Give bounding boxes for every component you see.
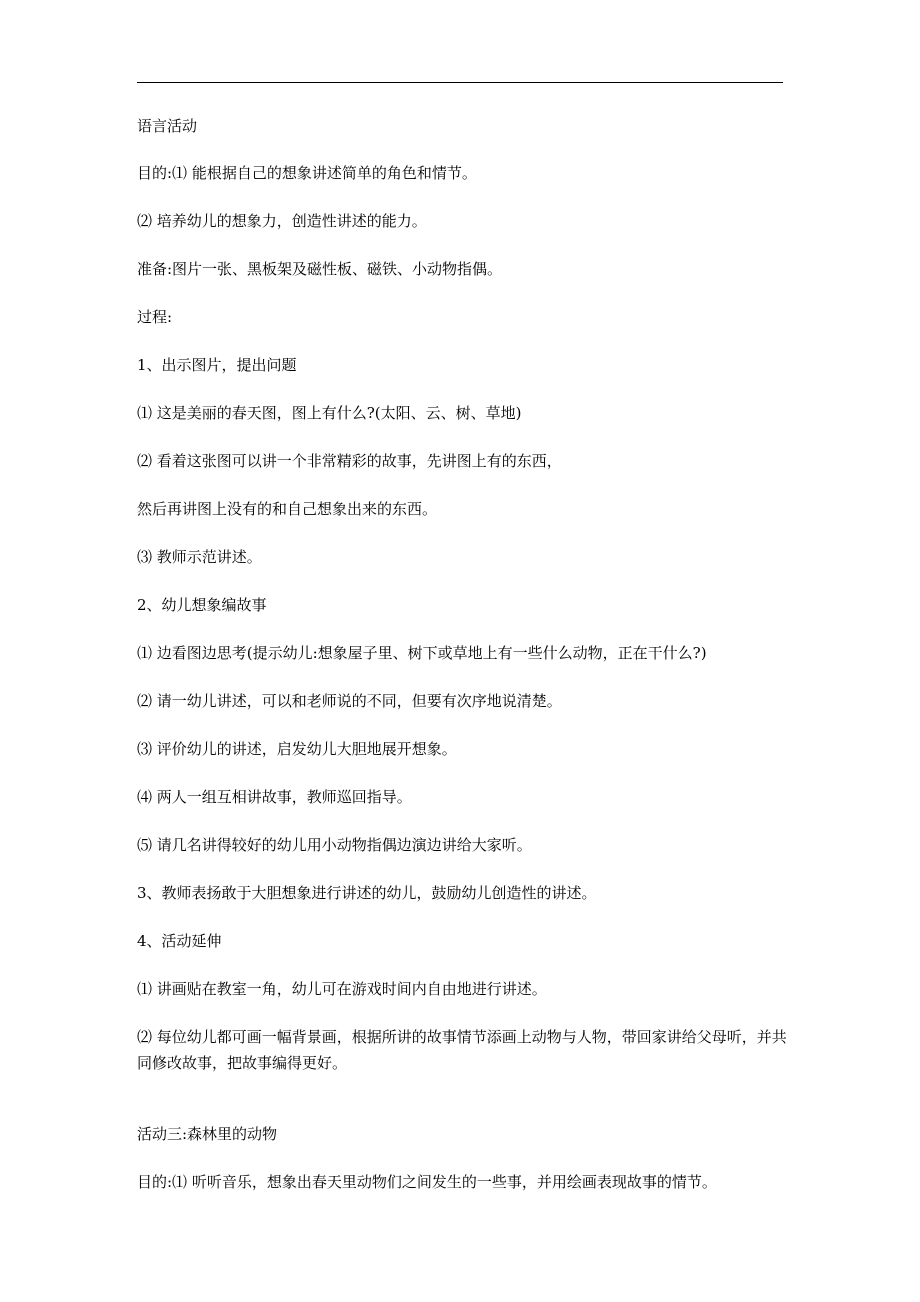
goal-line: 目的:⑴ 能根据自己的想象讲述简单的角色和情节。 <box>137 164 477 182</box>
step-item: ⑵ 每位幼儿都可画一幅背景画，根据所讲的故事情节添画上动物与人物，带回家讲给父母听，并共同修改故事，把故事编得更好。 <box>137 1028 787 1072</box>
step-item: ⑸ 请几名讲得较好的幼儿用小动物指偶边演边讲给大家听。 <box>137 836 532 854</box>
header-rule <box>137 82 783 83</box>
goal-item: ⑵ 培养幼儿的想象力，创造性讲述的能力。 <box>137 212 427 230</box>
step-heading: 2、幼儿想象编故事 <box>137 596 267 614</box>
step-heading: 3、教师表扬敢于大胆想象进行讲述的幼儿，鼓励幼儿创造性的讲述。 <box>137 884 597 902</box>
step-item: ⑵ 看着这张图可以讲一个非常精彩的故事，先讲图上有的东西， <box>137 452 562 470</box>
step-item: ⑶ 教师示范讲述。 <box>137 548 262 566</box>
step-heading: 4、活动延伸 <box>137 932 222 950</box>
step-item: ⑶ 评价幼儿的讲述，启发幼儿大胆地展开想象。 <box>137 740 457 758</box>
step-item: ⑴ 这是美丽的春天图，图上有什么?(太阳、云、树、草地) <box>137 404 522 422</box>
step-item-continued: 然后再讲图上没有的和自己想象出来的东西。 <box>137 500 438 518</box>
section-title: 语言活动 <box>137 117 198 135</box>
step-item: ⑴ 边看图边思考(提示幼儿:想象屋子里、树下或草地上有一些什么动物，正在干什么?) <box>137 644 707 662</box>
activity-title: 活动三:森林里的动物 <box>137 1125 278 1143</box>
goal-line: 目的:⑴ 听听音乐，想象出春天里动物们之间发生的一些事，并用绘画表现故事的情节。 <box>137 1173 717 1191</box>
preparation-line: 准备:图片一张、黑板架及磁性板、磁铁、小动物指偶。 <box>137 260 503 278</box>
step-item: ⑷ 两人一组互相讲故事，教师巡回指导。 <box>137 788 412 806</box>
step-item: ⑴ 讲画贴在教室一角，幼儿可在游戏时间内自由地进行讲述。 <box>137 980 547 998</box>
step-heading: 1、出示图片，提出问题 <box>137 356 297 374</box>
process-heading: 过程: <box>137 308 173 326</box>
step-item: ⑵ 请一幼儿讲述，可以和老师说的不同，但要有次序地说清楚。 <box>137 692 562 710</box>
